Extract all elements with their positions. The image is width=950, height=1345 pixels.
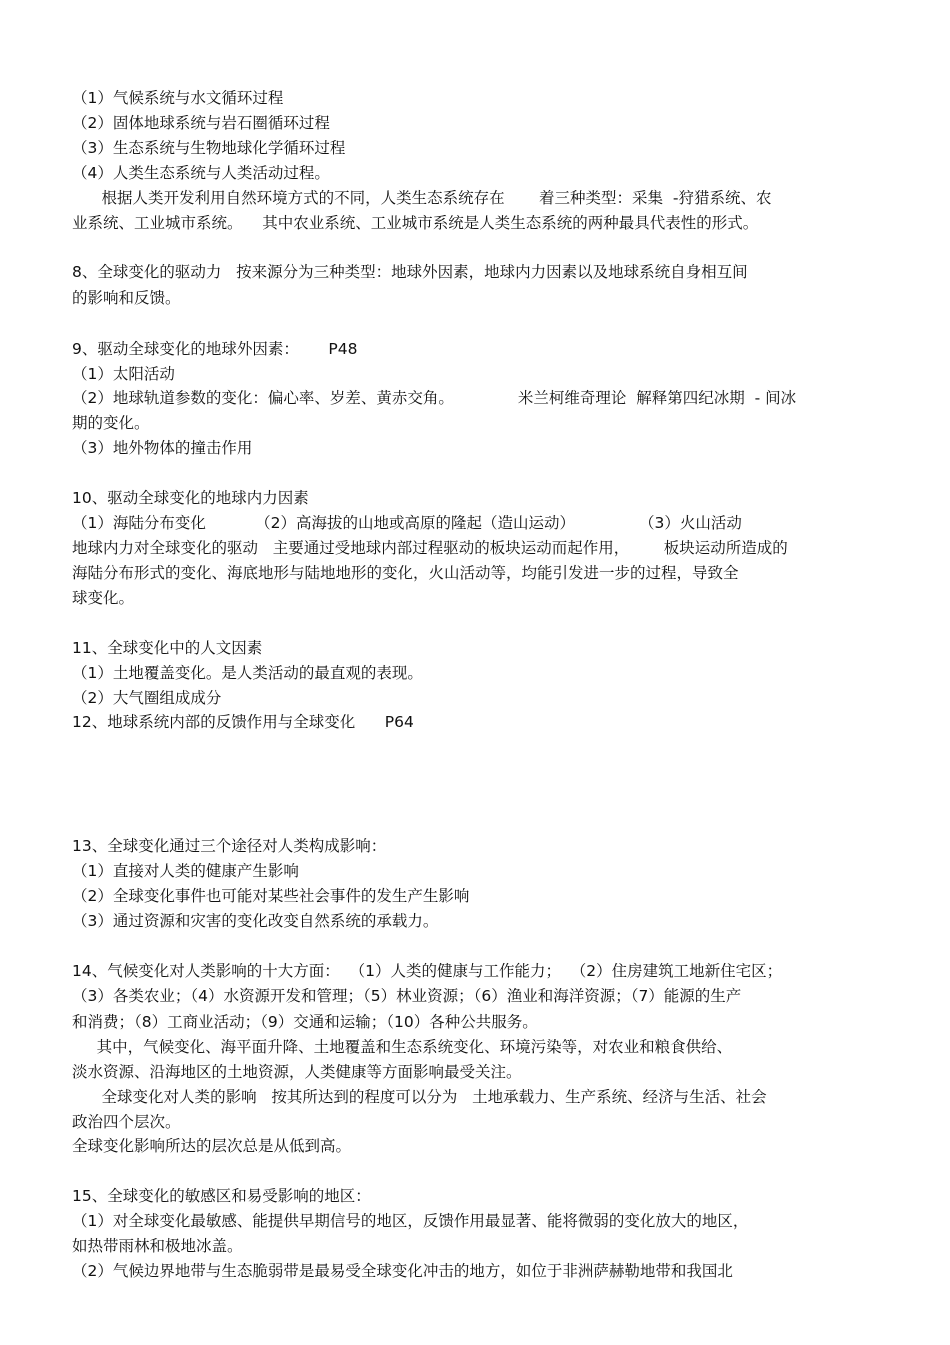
text-line: 地球内力对全球变化的驱动 主要通过受地球内部过程驱动的板块运动而起作用， 板块运动所造成的 [72, 539, 788, 557]
text-line: 11、全球变化中的人文因素 [72, 639, 263, 657]
text-line: 10、驱动全球变化的地球内力因素 [72, 489, 309, 507]
text-line: （1）直接对人类的健康产生影响 [72, 862, 299, 880]
text-line: 全球变化对人类的影响 按其所达到的程度可以分为 土地承载力、生产系统、经济与生活、社会 [72, 1088, 767, 1106]
text-line: （1）对全球变化最敏感、能提供早期信号的地区，反馈作用最显著、能将微弱的变化放大的地区， [72, 1212, 749, 1230]
text-line: （1）气候系统与水文循环过程 [72, 89, 284, 107]
text-line: 和消费；（8）工商业活动；（9）交通和运输；（10）各种公共服务。 [72, 1013, 538, 1031]
text-line: （3）通过资源和灾害的变化改变自然系统的承载力。 [72, 912, 439, 930]
text-line: 12、地球系统内部的反馈作用与全球变化 P64 [72, 713, 414, 731]
text-line: （2）地球轨道参数的变化：偏心率、岁差、黄赤交角。 米兰柯维奇理论 解释第四纪冰期 - 间冰 [72, 389, 797, 407]
text-line: 的影响和反馈。 [72, 289, 181, 307]
text-line: （2）大气圈组成成分 [72, 689, 222, 707]
text-line: 如热带雨林和极地冰盖。 [72, 1237, 243, 1255]
text-line: 政治四个层次。 [72, 1113, 181, 1131]
text-line: 8、全球变化的驱动力 按来源分为三种类型：地球外因素，地球内力因素以及地球系统自身相互间 [72, 263, 748, 281]
text-line: （2）全球变化事件也可能对某些社会事件的发生产生影响 [72, 887, 470, 905]
text-line: （1）太阳活动 [72, 365, 175, 383]
text-line: 13、全球变化通过三个途径对人类构成影响： [72, 837, 387, 855]
text-line: 期的变化。 [72, 414, 150, 432]
text-line: 9、驱动全球变化的地球外因素： P48 [72, 340, 358, 358]
text-line: （4）人类生态系统与人类活动过程。 [72, 164, 330, 182]
text-line: 15、全球变化的敏感区和易受影响的地区： [72, 1187, 371, 1205]
text-line: 全球变化影响所达的层次总是从低到高。 [72, 1137, 352, 1155]
text-line: 淡水资源、沿海地区的土地资源，人类健康等方面影响最受关注。 [72, 1063, 522, 1081]
text-line: （2）气候边界地带与生态脆弱带是最易受全球变化冲击的地方，如位于非洲萨赫勒地带和我国北 [72, 1262, 733, 1280]
text-line: 球变化。 [72, 589, 135, 607]
text-line: 海陆分布形式的变化、海底地形与陆地地形的变化，火山活动等，均能引发进一步的过程，导致全 [72, 564, 739, 582]
text-line: （2）固体地球系统与岩石圈循环过程 [72, 114, 330, 132]
text-line: 根据人类开发利用自然环境方式的不同，人类生态系统存在 着三种类型：采集 -狩猎系统、农 [72, 189, 772, 207]
text-line: （1）土地覆盖变化。是人类活动的最直观的表现。 [72, 664, 423, 682]
text-line: （3）生态系统与生物地球化学循环过程 [72, 139, 346, 157]
text-line: 其中，气候变化、海平面升降、土地覆盖和生态系统变化、环境污染等，对农业和粮食供给、 [72, 1038, 733, 1056]
text-line: （1）海陆分布变化 （2）高海拔的山地或高原的隆起（造山运动） （3）火山活动 [72, 514, 742, 532]
text-line: 业系统、工业城市系统。 其中农业系统、工业城市系统是人类生态系统的两种最具代表性的形式。 [72, 214, 759, 232]
text-line: 14、气候变化对人类影响的十大方面： （1）人类的健康与工作能力； （2）住房建筑工地新住宅区； [72, 962, 783, 980]
text-line: （3）地外物体的撞击作用 [72, 439, 253, 457]
text-line: （3）各类农业；（4）水资源开发和管理；（5）林业资源；（6）渔业和海洋资源；（7）能源的生产 [72, 987, 742, 1005]
